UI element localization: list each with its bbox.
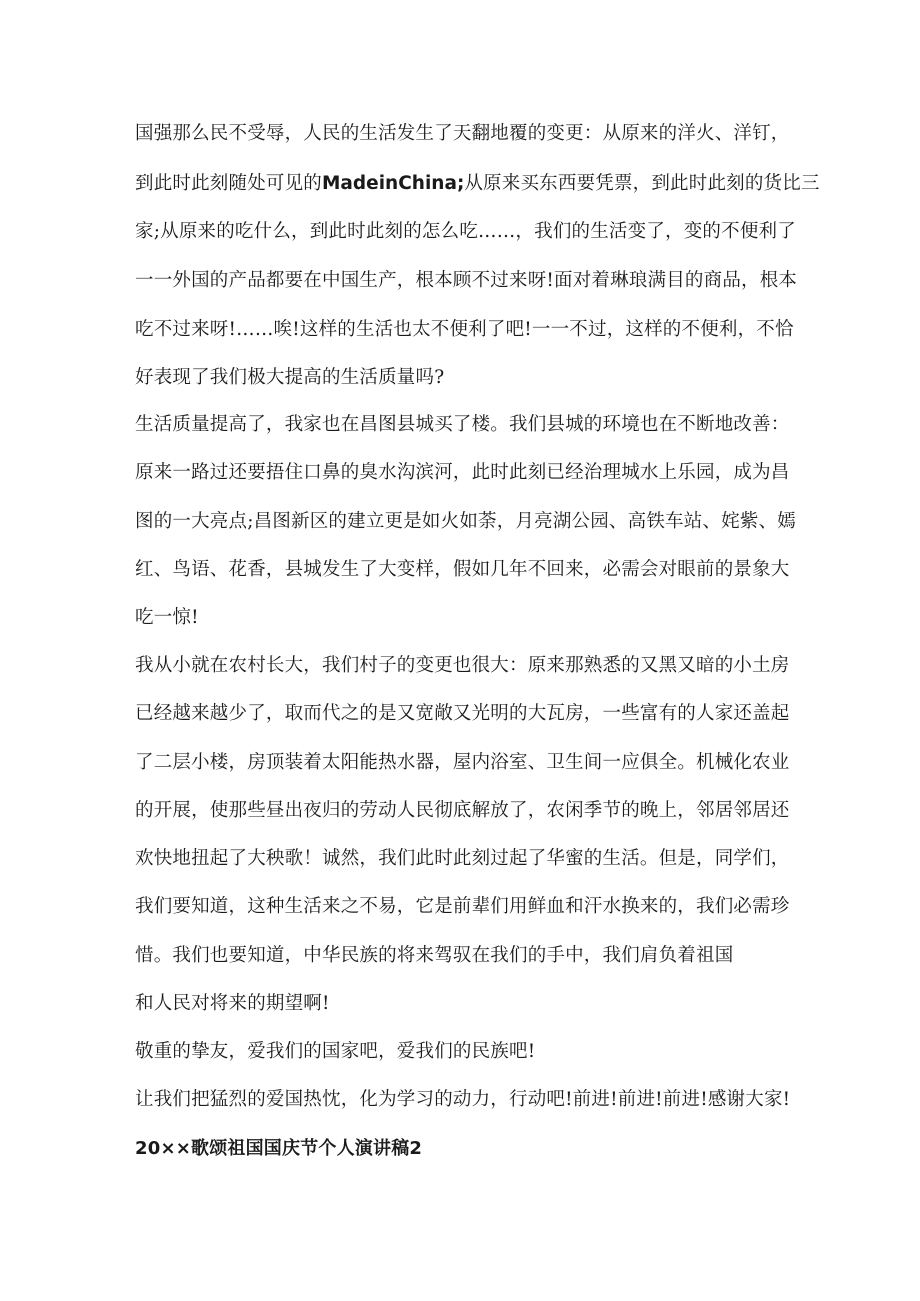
paragraph-2-line-1: 生活质量提高了，我家也在昌图县城买了楼。我们县城的环境也在不断地改善： (135, 414, 790, 435)
paragraph-5: 让我们把猛烈的爱国热忱，化为学习的动力，行动吧!前进!前进!前进!感谢大家! (135, 1089, 791, 1110)
paragraph-2-line-5: 吃一惊! (135, 607, 199, 628)
paragraph-2-line-4: 红、鸟语、花香，县城发生了大变样，假如几年不回来，必需会对眼前的景象大 (135, 559, 790, 580)
paragraph-3-line-7: 惜。我们也要知道，中华民族的将来驾驭在我们的手中，我们肩负着祖国 (135, 945, 734, 966)
paragraph-3-line-3: 了二层小楼，房顶装着太阳能热水器，屋内浴室、卫生间一应俱全。机械化农业 (135, 752, 790, 773)
paragraph-1-line-6: 好表现了我们极大提高的生活质量吗? (135, 367, 445, 388)
paragraph-3-line-4: 的开展，使那些昼出夜归的劳动人民彻底解放了，农闲季节的晚上，邻居邻居还 (135, 800, 790, 821)
paragraph-2-line-3: 图的一大亮点;昌图新区的建立更是如火如荼，月亮湖公园、高铁车站、姹紫、嫣 (135, 511, 796, 532)
paragraph-3-line-1: 我从小就在农村长大，我们村子的变更也很大：原来那熟悉的又黑又暗的小土房 (135, 655, 790, 676)
section-heading: 20××歌颂祖国国庆节个人演讲稿2 (135, 1138, 423, 1159)
paragraph-4: 敬重的挚友，爱我们的国家吧，爱我们的民族吧! (135, 1041, 536, 1062)
paragraph-3-line-5: 欢快地扭起了大秧歌！诚然，我们此时此刻过起了华蜜的生活。但是，同学们， (135, 848, 790, 869)
paragraph-3-line-2: 已经越来越少了，取而代之的是又宽敞又光明的大瓦房，一些富有的人家还盖起 (135, 703, 790, 724)
paragraph-3-line-6: 我们要知道，这种生活来之不易，它是前辈们用鲜血和汗水换来的，我们必需珍 (135, 896, 790, 917)
paragraph-1-line-4: 一一外国的产品都要在中国生产，根本顾不过来呀!面对着琳琅满目的商品，根本 (135, 270, 798, 291)
paragraph-2-line-2: 原来一路过还要捂住口鼻的臭水沟滨河，此时此刻已经治理城水上乐园，成为昌 (135, 462, 790, 483)
text-run: 从原来买东西要凭票，到此时此刻的货比三 (464, 173, 820, 194)
text-run: 到此时此刻随处可见的 (135, 173, 323, 194)
paragraph-1-line-1: 国强那么民不受辱，人民的生活发生了天翻地覆的变更：从原来的洋火、洋钉， (135, 123, 790, 144)
paragraph-1-line-5: 吃不过来呀!……唉!这样的生活也太不便利了吧!一一不过，这样的不便利，不恰 (135, 319, 794, 340)
paragraph-1-line-3: 家;从原来的吃什么，到此时此刻的怎么吃……，我们的生活变了，变的不便利了 (135, 221, 796, 242)
paragraph-3-line-8: 和人民对将来的期望啊! (135, 993, 330, 1014)
made-in-china-text: MadeinChina; (322, 173, 465, 194)
paragraph-1-line-2 (135, 172, 820, 196)
